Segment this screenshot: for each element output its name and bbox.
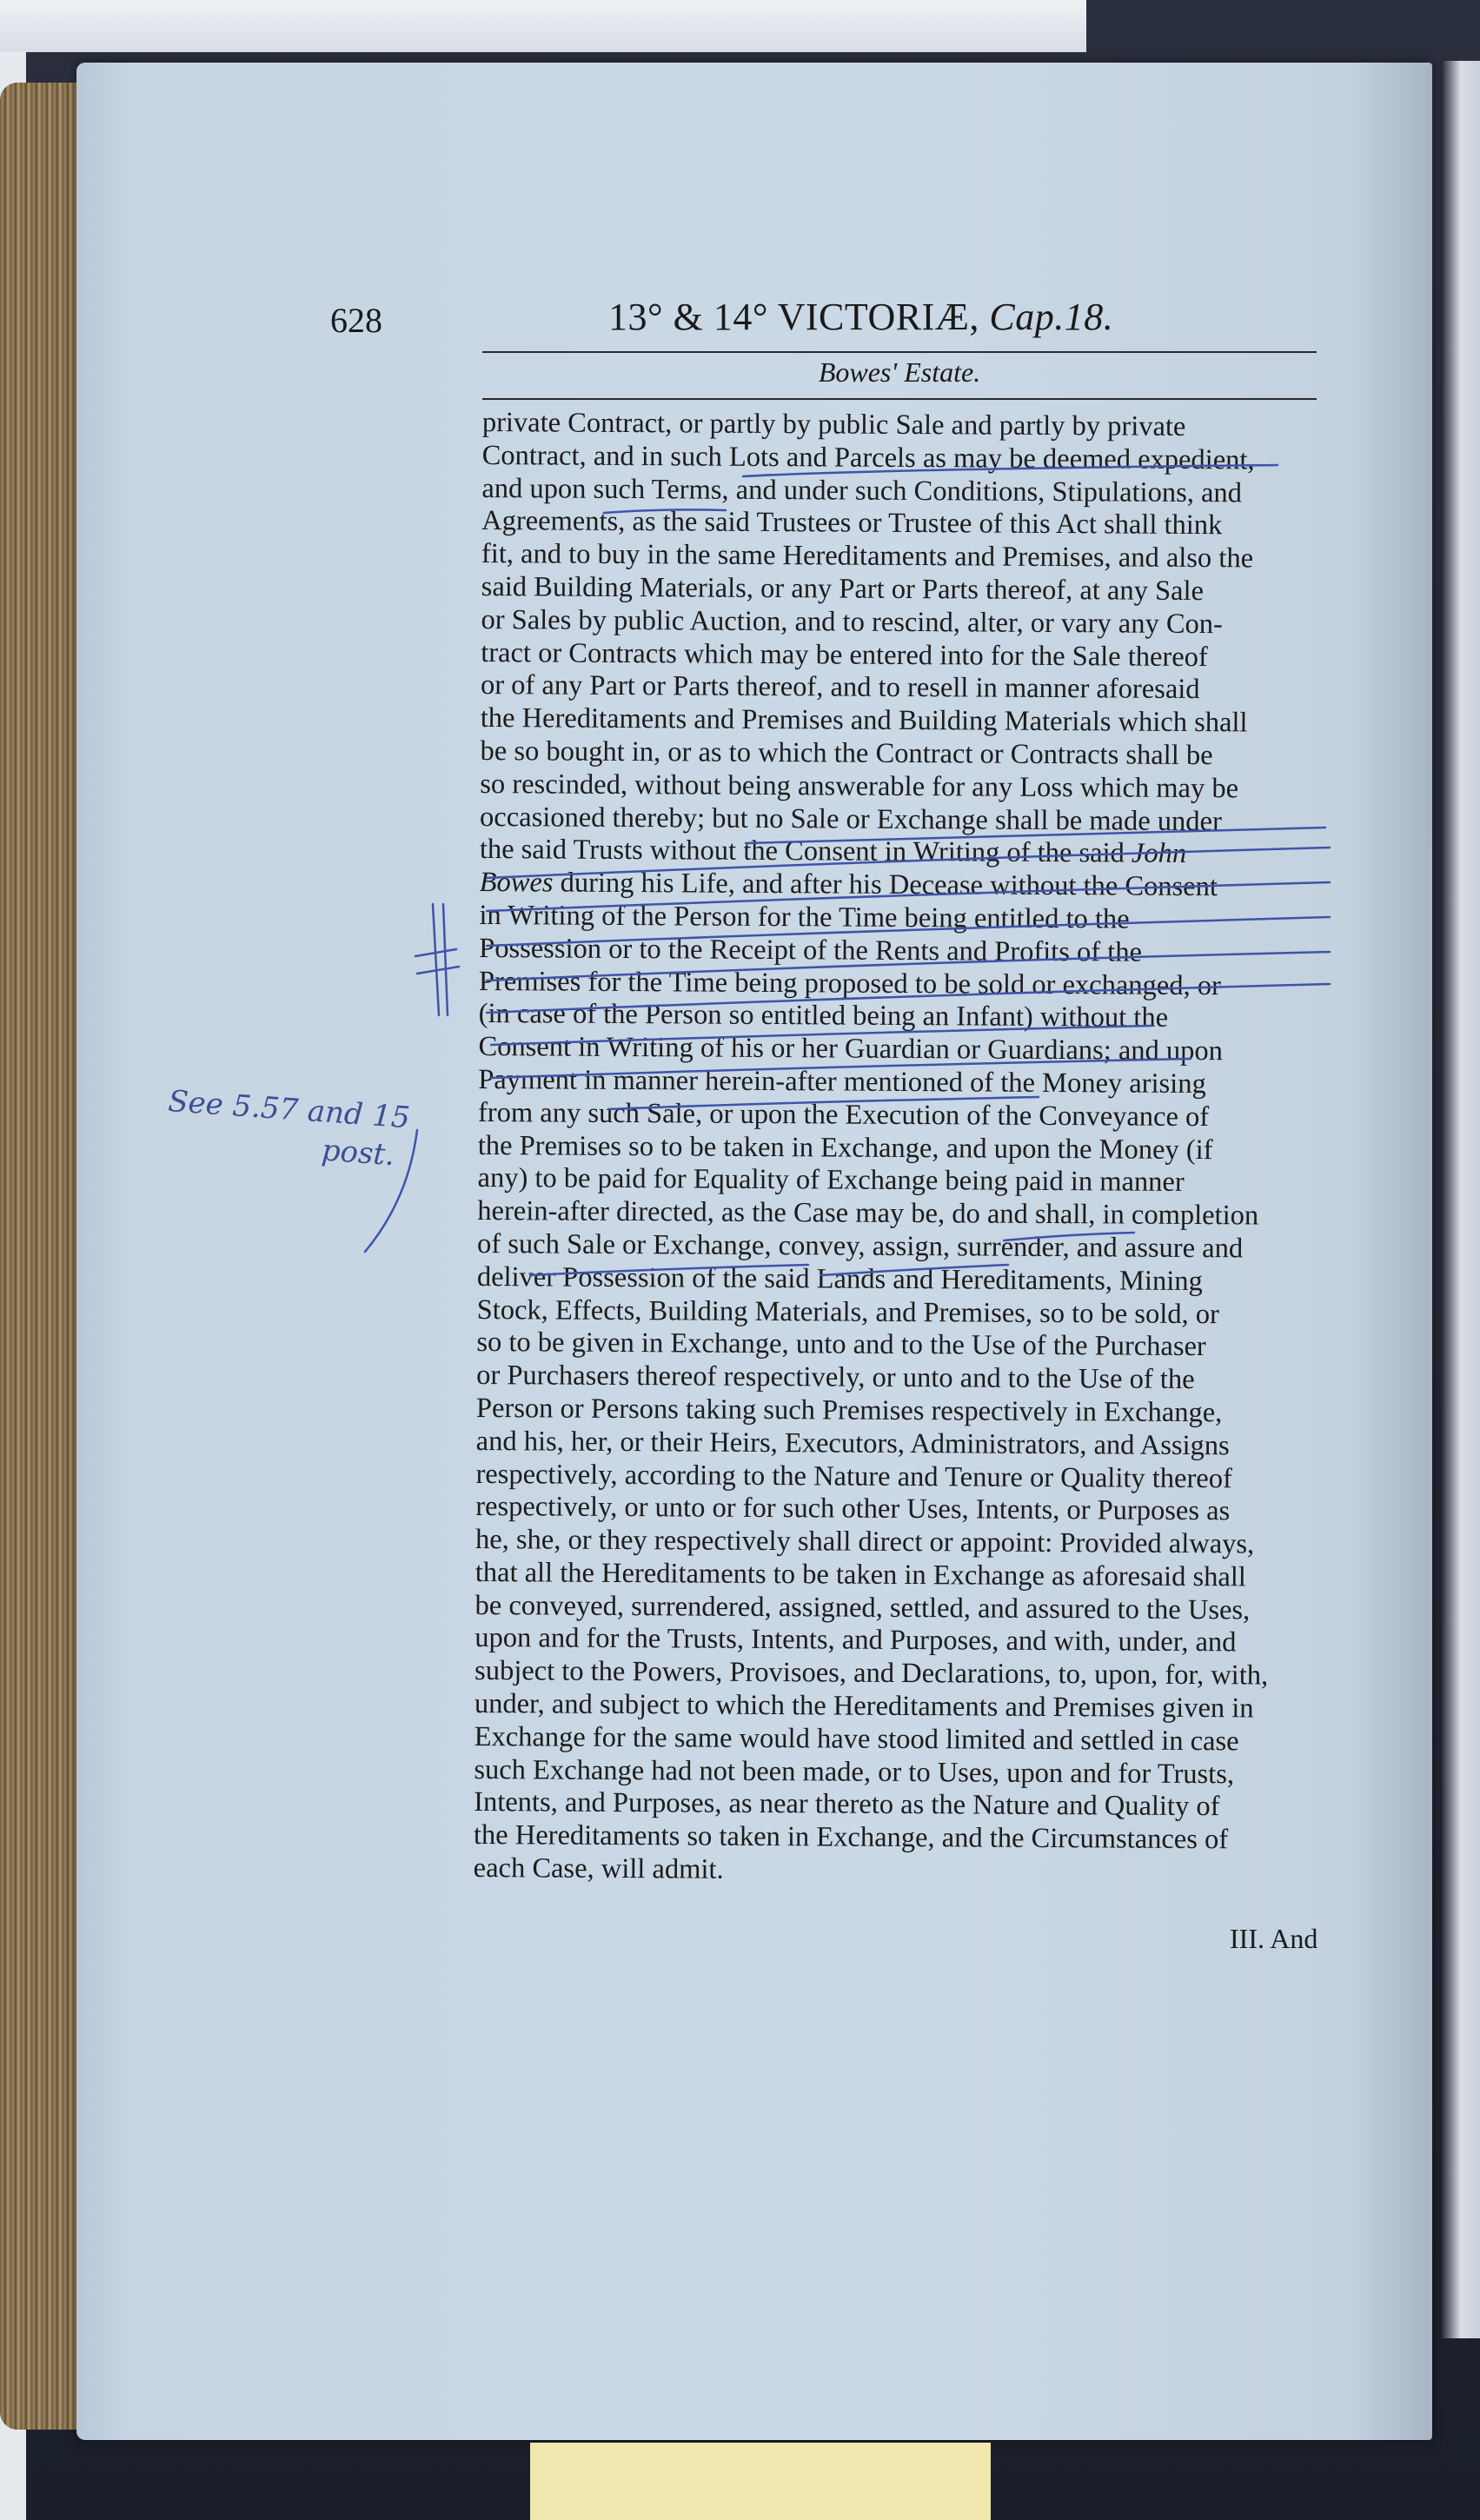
underline-such-terms [604,509,726,513]
body-line: from any such Sale, or upon the Execution of the Conveyance of [477,1096,1210,1133]
page-number: 628 [330,301,382,340]
body-line: and upon such Terms, and under such Conditions, Stipulations, and [481,472,1243,509]
body-line: Agreements, as the said Trustees or Trustee of this Act shall think [481,505,1223,542]
body-line: so rescinded, without being answerable for any Loss which may be [480,768,1239,805]
body-line: Payment in manner herein-after mentioned of the Money arising [478,1063,1206,1100]
body-line: Exchange for the same would have stood limited and settled in case [474,1720,1239,1758]
chapter-label: Cap.18. [989,296,1114,338]
body-line: the said Trusts without the Consent in Writing of the said [479,834,1132,869]
body-line: Premises for the Time being proposed to be sold or exchanged, or [478,965,1221,1001]
body-line: under, and subject to which the Hereditaments and Premises given in [474,1688,1254,1725]
body-line: or of any Part or Parts thereof, and to resell in manner aforesaid [480,669,1200,706]
underline-consent [487,848,1330,878]
underline-such-sale [530,1265,808,1275]
body-line: such Exchange had not been made, or to Uses, upon and for Trusts, [474,1753,1235,1790]
body-line: occasioned thereby; but no Sale or Exchange shall be made under [480,801,1222,837]
body-line: respectively, according to the Nature and Tenure or Quality thereof [475,1458,1232,1494]
marginal-hash-stroke-4 [417,967,459,974]
underline-consent-guardian [491,1059,1191,1078]
body-line: he, she, or they respectively shall direct or appoint: Provided always, [475,1524,1255,1560]
body-line: the Premises so to be taken in Exchange, and upon the Money (if [477,1129,1213,1166]
body-line: upon and for the Trusts, Intents, and Purposes, and with, under, and [475,1622,1237,1659]
body-line: Person or Persons taking such Premises respectively in Exchange, [475,1392,1223,1429]
body-line: any) to be paid for Equality of Exchange being paid in manner [477,1162,1185,1199]
body-line: during his Life, and after his Decease without the Consent [553,867,1218,903]
body-line: be so bought in, or as to which the Contract or Contracts shall be [480,735,1213,772]
body-line: or Sales by public Auction, and to rescind, alter, or vary any Con- [481,603,1224,640]
underline-convey [821,1265,1008,1275]
body-line: of such Sale or Exchange, convey, assign, surrender, and assure and [477,1227,1244,1265]
body-line: so to be given in Exchange, unto and to the Use of the Purchaser [476,1326,1206,1363]
body-line: be conveyed, surrendered, assigned, settled, and assured to the Uses, [475,1589,1251,1626]
marginal-hash-stroke-1 [433,904,439,1015]
body-line: deliver Possession of the said Lands and Hereditaments, Mining [476,1260,1203,1297]
body-line: subject to the Powers, Provisoes, and Declarations, to, upon, for, with, [475,1655,1269,1692]
body-line: private Contract, or partly by public Sale and partly by private [481,407,1186,442]
body-line: the Hereditaments so taken in Exchange, and the Circumstances of [473,1819,1229,1856]
body-line: Intents, and Purposes, as near thereto as the Nature and Quality of [474,1786,1220,1823]
marginal-hash-stroke-2 [443,904,448,1015]
body-line: (in case of the Person so entitled being an Infant) without the [478,998,1169,1034]
body-line: and his, her, or their Heirs, Executors, Administrators, and Assigns [475,1425,1230,1461]
body-line: the Hereditaments and Premises and Building Materials which shall [480,702,1248,739]
margin-note-line-1: See 5.57 and 15 [167,1083,412,1136]
section-title: Bowes' Estate. [818,356,981,388]
underline-bowes [487,882,1330,911]
body-line: that all the Hereditaments to be taken in Exchange as aforesaid shall [475,1556,1247,1593]
underline-possession [487,952,1330,981]
italic-name-bowes: Bowes [479,867,554,899]
body-line: tract or Contracts which may be entered into for the Sale thereof [481,636,1208,673]
margin-note-line-2: post. [320,1133,396,1174]
body-line: in Writing of the Person for the Time being entitled to the [479,899,1130,935]
underline-lots-parcels [743,465,1278,476]
body-line: said Building Materials, or any Part or Parts thereof, at any Sale [481,570,1205,608]
body-line: Stock, Effects, Building Materials, and Premises, so to be sold, or [476,1293,1219,1330]
body-line: or Purchasers thereof respectively, or unto and to the Use of the [476,1360,1195,1396]
underline-premises [487,984,1330,1013]
act-title: 13° & 14° VICTORIÆ, [608,296,979,338]
underline-herein-after [608,1097,1039,1109]
underline-writing [487,917,1330,946]
body-line: each Case, will admit. [473,1852,724,1885]
underline-in-case [491,1026,1151,1045]
body-line: Contract, and in such Lots and Parcels as may be deemed expedient, [481,439,1255,476]
underline-no-sale [746,828,1325,843]
catchword: III. And [1230,1923,1318,1954]
body-line: Consent in Writing of his or her Guardian or Guardians; and upon [478,1031,1224,1067]
italic-name-john: John [1131,837,1187,870]
body-line: respectively, or unto or for such other Uses, Intents, or Purposes as [475,1491,1231,1527]
body-line: Possession or to the Receipt of the Rents and Profits of the [479,932,1143,968]
body-line: herein-after directed, as the Case may be, do and shall, in completion [477,1195,1259,1232]
margin-curve-mark [365,1130,417,1252]
body-line: fit, and to buy in the same Hereditaments and Premises, and also the [481,538,1254,575]
underline-do-and-shall [1004,1233,1134,1240]
